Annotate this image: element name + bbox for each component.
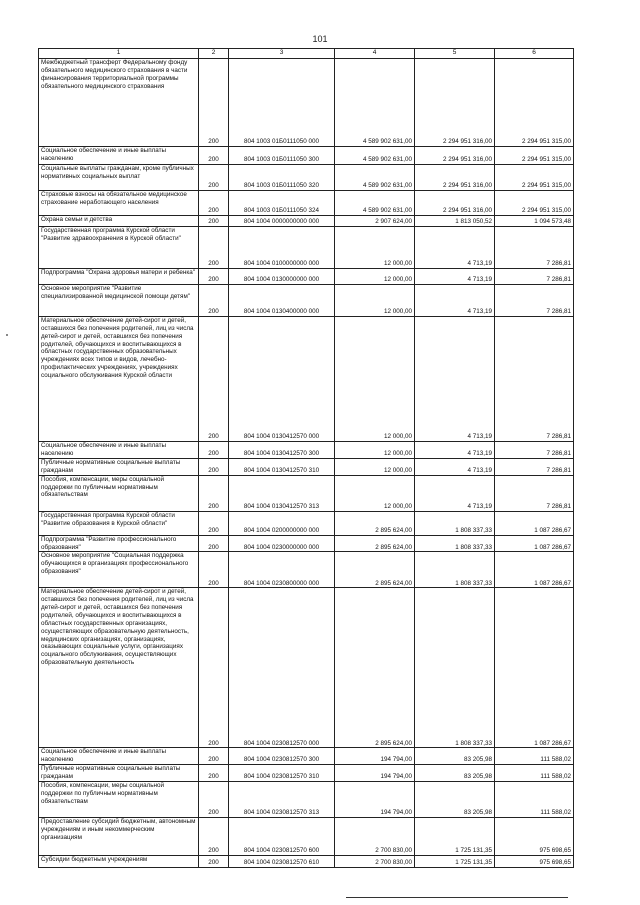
row-name-cell: Государственная программа Курской области "Развитие здравоохранения в Курской области": [39, 227, 199, 269]
row-c4-cell: 12 000,00: [335, 285, 415, 317]
row-c5-cell: 1 808 337,33: [415, 588, 495, 748]
row-c5-cell: 1 725 131,35: [415, 855, 495, 867]
row-name-cell: Пособия, компенсации, меры социальной поддержки по публичным нормативным обязательствам: [39, 475, 199, 511]
table-row: [39, 216, 574, 227]
row-c5-cell: 2 294 951 316,00: [415, 147, 495, 165]
row-c2-cell: 200: [199, 59, 229, 147]
row-name-cell: Государственная программа Курской области "Развитие образования в Курской области": [39, 511, 199, 535]
row-c3-cell: 804 1004 0130412570 000: [229, 317, 335, 442]
row-c6-cell: 7 286,81: [495, 269, 574, 285]
row-c3-cell: 804 1003 01Б0111050 000: [229, 59, 335, 147]
footer-line: [346, 897, 568, 898]
row-name-cell: Межбюджетный трансферт Федеральному фонду обязательного медицинского страхования в части финансирования территориальной программы обязательного медицинского страхования: [39, 59, 199, 147]
table-row: [39, 552, 574, 588]
row-c2-cell: 200: [199, 216, 229, 227]
row-c3-cell: 804 1004 0200000000 000: [229, 511, 335, 535]
row-c5-cell: 83 205,98: [415, 748, 495, 765]
row-c2-cell: 200: [199, 588, 229, 748]
row-c2-cell: 200: [199, 475, 229, 511]
row-c3-cell: 804 1004 0230812570 313: [229, 781, 335, 817]
table-row: [39, 147, 574, 165]
row-name-cell: Основное мероприятие "Развитие специализированной медицинской помощи детям": [39, 285, 199, 317]
table-row: [39, 191, 574, 216]
scan-mark: [6, 334, 8, 336]
row-c6-cell: 7 286,81: [495, 285, 574, 317]
row-c5-cell: 2 294 951 316,00: [415, 191, 495, 216]
row-c6-cell: 7 286,81: [495, 227, 574, 269]
table-row: [39, 269, 574, 285]
row-c3-cell: 804 1004 0230812570 600: [229, 817, 335, 855]
row-c6-cell: 975 698,65: [495, 817, 574, 855]
row-c5-cell: 2 294 951 316,00: [415, 165, 495, 191]
row-name-cell: Охрана семьи и детства: [39, 216, 199, 227]
row-c2-cell: 200: [199, 147, 229, 165]
row-c5-cell: 1 808 337,33: [415, 535, 495, 552]
row-c2-cell: 200: [199, 285, 229, 317]
row-c6-cell: 7 286,81: [495, 317, 574, 442]
column-header: 6: [495, 49, 574, 59]
row-c6-cell: 1 094 573,48: [495, 216, 574, 227]
row-c5-cell: 1 725 131,35: [415, 817, 495, 855]
row-c4-cell: 4 589 902 631,00: [335, 59, 415, 147]
row-c6-cell: 1 087 286,67: [495, 535, 574, 552]
row-c4-cell: 194 794,00: [335, 765, 415, 782]
row-c6-cell: 111 588,02: [495, 765, 574, 782]
row-c3-cell: 804 1004 0000000000 000: [229, 216, 335, 227]
row-c3-cell: 804 1004 0130412570 300: [229, 442, 335, 459]
row-c4-cell: 194 794,00: [335, 748, 415, 765]
page-number: 101: [312, 34, 328, 44]
row-c4-cell: 4 589 902 631,00: [335, 147, 415, 165]
row-name-cell: Социальное обеспечение и иные выплаты населению: [39, 442, 199, 459]
table-row: [39, 459, 574, 476]
row-c2-cell: 200: [199, 459, 229, 476]
row-c3-cell: 804 1004 0130400000 000: [229, 285, 335, 317]
row-c2-cell: 200: [199, 535, 229, 552]
row-c5-cell: 4 713,19: [415, 459, 495, 476]
row-c6-cell: 7 286,81: [495, 459, 574, 476]
row-c3-cell: 804 1004 0230812570 610: [229, 855, 335, 867]
row-c6-cell: 111 588,02: [495, 781, 574, 817]
row-c4-cell: 12 000,00: [335, 227, 415, 269]
row-c3-cell: 804 1004 0230812570 310: [229, 765, 335, 782]
row-name-cell: Подпрограмма "Развитие профессионального образования": [39, 535, 199, 552]
row-c4-cell: 12 000,00: [335, 475, 415, 511]
table-row: [39, 475, 574, 511]
table-row: [39, 588, 574, 748]
table-row: [39, 748, 574, 765]
row-c2-cell: 200: [199, 227, 229, 269]
row-c6-cell: 7 286,81: [495, 442, 574, 459]
row-c3-cell: 804 1003 01Б0111050 300: [229, 147, 335, 165]
row-c2-cell: 200: [199, 765, 229, 782]
row-c3-cell: 804 1004 0130412570 310: [229, 459, 335, 476]
row-name-cell: Субсидии бюджетным учреждениям: [39, 855, 199, 867]
row-c4-cell: 2 700 830,00: [335, 817, 415, 855]
table-row: [39, 511, 574, 535]
row-name-cell: Социальное обеспечение и иные выплаты населению: [39, 748, 199, 765]
row-c2-cell: 200: [199, 781, 229, 817]
table-header-row: [39, 49, 574, 59]
table-row: [39, 165, 574, 191]
row-c5-cell: 4 713,19: [415, 475, 495, 511]
row-name-cell: Предоставление субсидий бюджетным, автономным учреждениям и иным некоммерческим организациям: [39, 817, 199, 855]
row-c4-cell: 12 000,00: [335, 269, 415, 285]
row-c2-cell: 200: [199, 317, 229, 442]
column-header: 5: [415, 49, 495, 59]
row-c3-cell: 804 1004 0230000000 000: [229, 535, 335, 552]
row-c2-cell: 200: [199, 855, 229, 867]
row-c5-cell: 4 713,19: [415, 285, 495, 317]
row-c2-cell: 200: [199, 442, 229, 459]
table-row: [39, 781, 574, 817]
table-row: [39, 59, 574, 147]
row-c2-cell: 200: [199, 748, 229, 765]
row-c2-cell: 200: [199, 511, 229, 535]
row-c2-cell: 200: [199, 191, 229, 216]
table-row: [39, 227, 574, 269]
row-c4-cell: 4 589 902 631,00: [335, 191, 415, 216]
row-name-cell: Социальное обеспечение и иные выплаты населению: [39, 147, 199, 165]
column-header: 4: [335, 49, 415, 59]
table-row: [39, 817, 574, 855]
table-row: [39, 442, 574, 459]
row-c4-cell: 2 895 624,00: [335, 588, 415, 748]
row-c3-cell: 804 1004 0230800000 000: [229, 552, 335, 588]
table-row: [39, 317, 574, 442]
row-c5-cell: 4 713,19: [415, 442, 495, 459]
row-c4-cell: 2 895 624,00: [335, 511, 415, 535]
column-header: 3: [229, 49, 335, 59]
row-c6-cell: 1 087 286,67: [495, 588, 574, 748]
row-c4-cell: 12 000,00: [335, 459, 415, 476]
column-header: 1: [39, 49, 199, 59]
table-row: [39, 765, 574, 782]
budget-table: [38, 48, 574, 868]
row-c5-cell: 4 713,19: [415, 317, 495, 442]
row-c4-cell: 2 700 830,00: [335, 855, 415, 867]
row-name-cell: Социальные выплаты гражданам, кроме публичных нормативных социальных выплат: [39, 165, 199, 191]
row-c3-cell: 804 1003 01Б0111050 320: [229, 165, 335, 191]
row-c6-cell: 1 087 286,67: [495, 511, 574, 535]
row-c4-cell: 194 794,00: [335, 781, 415, 817]
table-row: [39, 535, 574, 552]
row-c6-cell: 2 294 951 315,00: [495, 165, 574, 191]
row-c5-cell: 4 713,19: [415, 227, 495, 269]
row-c6-cell: 2 294 951 315,00: [495, 147, 574, 165]
row-c3-cell: 804 1004 0130000000 000: [229, 269, 335, 285]
row-name-cell: Материальное обеспечение детей-сирот и детей, оставшихся без попечения родителей, лиц из числа детей-сирот и детей, оставшихся без попечения родителей, обучающихся и воспитывающихся в областных государственных образовательных учреждениях всех типов и видов, лечебно-профилактических учреждениях, учреждениях социального обслуживания Курской области: [39, 317, 199, 442]
row-c5-cell: 1 808 337,33: [415, 511, 495, 535]
row-c5-cell: 4 713,19: [415, 269, 495, 285]
row-c6-cell: 975 698,65: [495, 855, 574, 867]
row-c2-cell: 200: [199, 817, 229, 855]
row-c6-cell: 2 294 951 315,00: [495, 59, 574, 147]
row-c3-cell: 804 1004 0100000000 000: [229, 227, 335, 269]
row-c4-cell: 2 895 624,00: [335, 535, 415, 552]
row-c2-cell: 200: [199, 269, 229, 285]
row-c6-cell: 111 588,02: [495, 748, 574, 765]
row-name-cell: Страховые взносы на обязательное медицинское страхование неработающего населения: [39, 191, 199, 216]
row-name-cell: Основное мероприятие "Социальная поддержка обучающихся в организациях профессионального образования": [39, 552, 199, 588]
table-body: [39, 59, 574, 868]
row-c5-cell: 83 205,98: [415, 781, 495, 817]
row-c5-cell: 83 205,98: [415, 765, 495, 782]
row-c5-cell: 1 808 337,33: [415, 552, 495, 588]
table-row: [39, 285, 574, 317]
row-c5-cell: 2 294 951 316,00: [415, 59, 495, 147]
table-row: [39, 855, 574, 867]
row-name-cell: Публичные нормативные социальные выплаты гражданам: [39, 459, 199, 476]
row-name-cell: Подпрограмма "Охрана здоровья матери и ребенка": [39, 269, 199, 285]
row-c6-cell: 1 087 286,67: [495, 552, 574, 588]
row-c4-cell: 2 895 624,00: [335, 552, 415, 588]
row-c5-cell: 1 813 050,52: [415, 216, 495, 227]
row-c6-cell: 2 294 951 315,00: [495, 191, 574, 216]
row-c6-cell: 7 286,81: [495, 475, 574, 511]
row-c3-cell: 804 1003 01Б0111050 324: [229, 191, 335, 216]
column-header: 2: [199, 49, 229, 59]
row-name-cell: Пособия, компенсации, меры социальной поддержки по публичным нормативным обязательствам: [39, 781, 199, 817]
row-name-cell: Публичные нормативные социальные выплаты гражданам: [39, 765, 199, 782]
row-c4-cell: 4 589 902 631,00: [335, 165, 415, 191]
row-c3-cell: 804 1004 0130412570 313: [229, 475, 335, 511]
row-c3-cell: 804 1004 0230812570 300: [229, 748, 335, 765]
row-c2-cell: 200: [199, 165, 229, 191]
row-name-cell: Материальное обеспечение детей-сирот и детей, оставшихся без попечения родителей, лиц из числа детей-сирот и детей, оставшихся без попечения родителей, обучающихся и воспитывающихся в областных государственных организациях, осуществляющих образовательную деятельность, медицинских организациях, организациях, оказывающих социальные услуги, организациях социального обслуживания, осуществляющих образовательную деятельность: [39, 588, 199, 748]
row-c3-cell: 804 1004 0230812570 000: [229, 588, 335, 748]
row-c4-cell: 12 000,00: [335, 317, 415, 442]
row-c4-cell: 12 000,00: [335, 442, 415, 459]
row-c2-cell: 200: [199, 552, 229, 588]
row-c4-cell: 2 907 624,00: [335, 216, 415, 227]
